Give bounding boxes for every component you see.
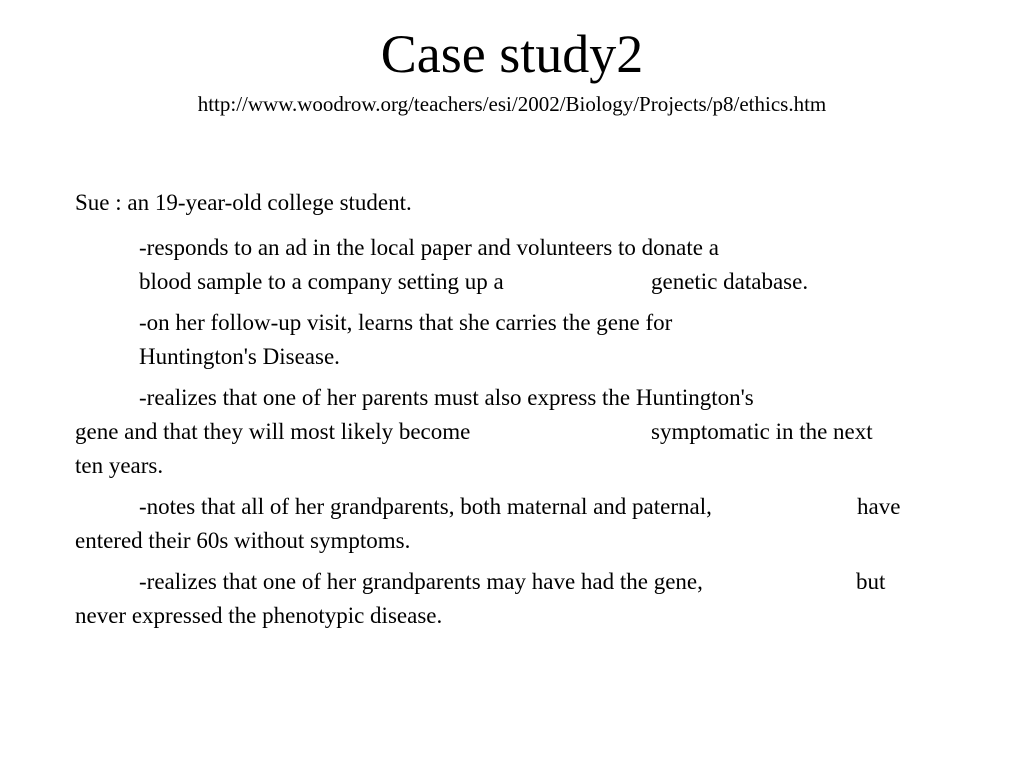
point-3-line-1: -realizes that one of her parents must also express the Huntington's bbox=[139, 385, 754, 410]
source-url: http://www.woodrow.org/teachers/esi/2002/Biology/Projects/p8/ethics.htm bbox=[197, 92, 827, 116]
point-1-line-1: -responds to an ad in the local paper and volunteers to donate a bbox=[139, 235, 719, 260]
point-1-line-2: blood sample to a company setting up a bbox=[139, 269, 504, 294]
point-2-line-2: Huntington's Disease. bbox=[139, 344, 340, 369]
point-2-line-1: -on her follow-up visit, learns that she carries the gene for bbox=[139, 310, 673, 335]
point-4-line-1: -notes that all of her grandparents, both maternal and paternal, bbox=[139, 494, 712, 519]
point-3-line-3: ten years. bbox=[75, 453, 164, 478]
point-5-line-1-end: but bbox=[856, 569, 886, 594]
intro-line: Sue : an 19-year-old college student. bbox=[75, 190, 412, 215]
point-3-line-2-end: symptomatic in the next bbox=[651, 419, 873, 444]
point-1-line-2-end: genetic database. bbox=[651, 269, 809, 294]
point-4-line-1-end: have bbox=[857, 494, 901, 519]
point-4-line-2: entered their 60s without symptoms. bbox=[75, 528, 411, 553]
point-5-line-1: -realizes that one of her grandparents may have had the gene, bbox=[139, 569, 703, 594]
point-5-line-2: never expressed the phenotypic disease. bbox=[75, 603, 443, 628]
slide-title: Case study2 bbox=[380, 24, 644, 84]
point-3-line-2: gene and that they will most likely become bbox=[75, 419, 471, 444]
